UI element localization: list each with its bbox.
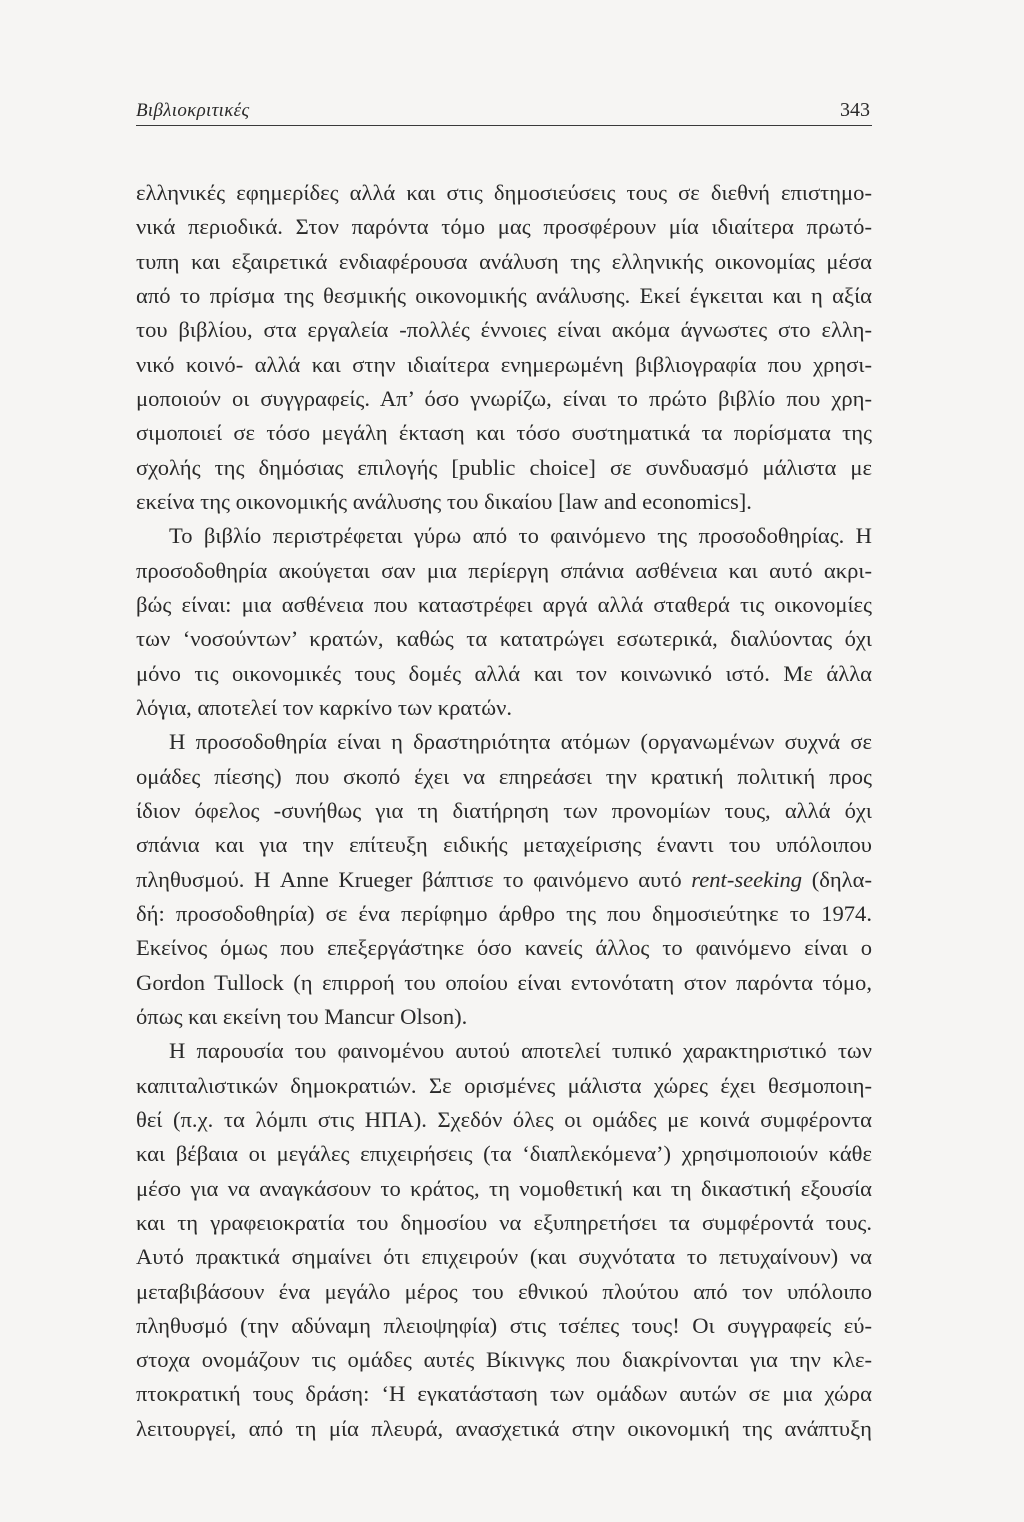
text-line: του βιβλίου, στα εργαλεία -πολλές έννοιες είναι ακόμα άγνωστες στο ελλη- bbox=[136, 317, 872, 343]
text-line: λειτουργεί, από τη μία πλευρά, ανασχετικά στην οικονομική της ανάπτυξη bbox=[136, 1415, 872, 1441]
text-line: Εκείνος όμως που επεξεργάστηκε όσο κανείς άλλος το φαινόμενο είναι ο bbox=[136, 935, 872, 961]
text-line: από το πρίσμα της θεσμικής οικονομικής ανάλυσης. Εκεί έγκειται και η αξία bbox=[136, 282, 872, 308]
text-line: μόνο τις οικονομικές τους δομές αλλά και τον κοινωνικό ιστό. Με άλλα bbox=[136, 660, 872, 686]
text-line: σιμοποιεί σε τόσο μεγάλη έκταση και τόσο συστηματικά τα πορίσματα της bbox=[136, 420, 872, 446]
text-line: μέσο για να αναγκάσουν το κράτος, τη νομοθετική και τη δικαστική εξουσία bbox=[136, 1175, 872, 1201]
text-line: ίδιον όφελος -συνήθως για τη διατήρηση των προνομίων τους, αλλά όχι bbox=[136, 797, 872, 823]
text-line: σπάνια και για την επίτευξη ειδικής μεταχείρισης έναντι του υπόλοιπου bbox=[136, 832, 872, 858]
running-header bbox=[136, 95, 872, 126]
text-line: πληθυσμού. Η Anne Krueger βάπτισε το φαινόμενο αυτό rent-seeking (δηλα- bbox=[136, 866, 872, 892]
text-line: Η παρουσία του φαινομένου αυτού αποτελεί τυπικό χαρακτηριστικό των bbox=[169, 1038, 872, 1064]
body-text bbox=[136, 176, 872, 1446]
text-line: προσοδοθηρία ακούγεται σαν μια περίεργη σπάνια ασθένεια και αυτό ακρι- bbox=[136, 557, 872, 583]
text-line: δή: προσοδοθηρία) σε ένα περίφημο άρθρο της που δημοσιεύτηκε το 1974. bbox=[136, 900, 872, 926]
paragraph bbox=[136, 1034, 872, 1446]
text-line: Η προσοδοθηρία είναι η δραστηριότητα ατόμων (οργανωμένων συχνά σε bbox=[169, 729, 872, 755]
page-number: 343 bbox=[840, 99, 870, 121]
text-line: Αυτό πρακτικά σημαίνει ότι επιχειρούν (και συχνότατα το πετυχαίνουν) να bbox=[136, 1244, 872, 1270]
text-line: και τη γραφειοκρατία του δημοσίου να εξυπηρετήσει τα συμφέροντά τους. bbox=[136, 1209, 872, 1235]
text-line: βώς είναι: μια ασθένεια που καταστρέφει αργά αλλά σταθερά τις οικονομίες bbox=[136, 591, 872, 617]
text-line: όπως και εκείνη του Mancur Olson). bbox=[136, 1003, 468, 1029]
text-line: καπιταλιστικών δημοκρατιών. Σε ορισμένες μάλιστα χώρες έχει θεσμοποιη- bbox=[136, 1072, 872, 1098]
text-line: θεί (π.χ. τα λόμπι στις ΗΠΑ). Σχεδόν όλες οι ομάδες με κοινά συμφέροντα bbox=[136, 1106, 872, 1132]
text-line: Gordon Tullock (η επιρροή του οποίου είναι εντονότατη στον παρόντα τόμο, bbox=[136, 969, 872, 995]
paragraph bbox=[136, 725, 872, 1034]
text-line: εκείνα της οικονομικής ανάλυσης του δικαίου [law and economics]. bbox=[136, 488, 752, 514]
text-line: και βέβαια οι μεγάλες επιχειρήσεις (τα ‘διαπλεκόμενα’) χρησιμοποιούν κάθε bbox=[136, 1141, 872, 1167]
text-line: ελληνικές εφημερίδες αλλά και στις δημοσιεύσεις τους σε διεθνή επιστημο- bbox=[136, 180, 872, 205]
running-title: Βιβλιοκριτικές bbox=[136, 100, 250, 121]
text-line: στοχα ονομάζουν τις ομάδες αυτές Βίκινγκς που διακρίνονται για την κλε- bbox=[136, 1347, 872, 1373]
text-line: μεταβιβάσουν ένα μεγάλο μέρος του εθνικού πλούτου από τον υπόλοιπο bbox=[136, 1278, 872, 1304]
text-line: μοποιούν οι συγγραφείς. Απ’ όσο γνωρίζω, είναι το πρώτο βιβλίο που χρη- bbox=[136, 385, 872, 411]
italic-term: rent-seeking bbox=[691, 866, 803, 892]
text-line: πληθυσμό (την αδύναμη πλειοψηφία) στις τσέπες τους! Οι συγγραφείς εύ- bbox=[136, 1312, 872, 1338]
text-line: λόγια, αποτελεί τον καρκίνο των κρατών. bbox=[136, 694, 513, 720]
text-line: ομάδες πίεσης) που σκοπό έχει να επηρεάσει την κρατική πολιτική προς bbox=[136, 763, 872, 789]
text-line: τυπη και εξαιρετικά ενδιαφέρουσα ανάλυση της ελληνικής οικονομίας μέσα bbox=[136, 248, 872, 274]
text-line: νικό κοινό- αλλά και στην ιδιαίτερα ενημερωμένη βιβλιογραφία που χρησι- bbox=[136, 351, 872, 377]
text-line: Το βιβλίο περιστρέφεται γύρω από το φαινόμενο της προσοδοθηρίας. Η bbox=[169, 523, 872, 549]
text-line: των ‘νοσούντων’ κρατών, καθώς τα κατατρώγει εσωτερικά, διαλύοντας όχι bbox=[136, 626, 872, 652]
text-line: πτοκρατική τους δράση: ‘Η εγκατάσταση των ομάδων αυτών σε μια χώρα bbox=[136, 1381, 872, 1407]
text-line: νικά περιοδικά. Στον παρόντα τόμο μας προσφέρουν μία ιδιαίτερα πρωτό- bbox=[136, 214, 872, 240]
text-line: σχολής της δημόσιας επιλογής [public choice] σε συνδυασμό μάλιστα με bbox=[136, 454, 872, 480]
paragraph bbox=[136, 519, 872, 725]
paragraph bbox=[136, 176, 872, 519]
